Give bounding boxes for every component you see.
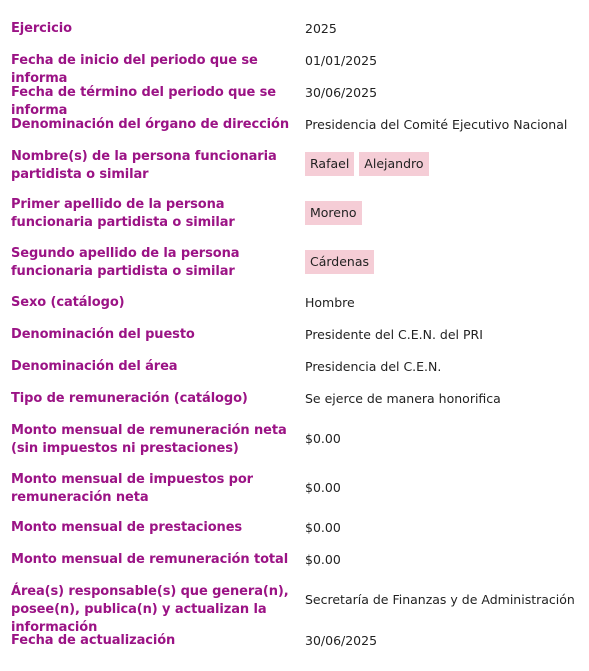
surname-chip: Moreno — [305, 201, 362, 225]
field-value: $0.00 — [305, 552, 341, 567]
field-value: 2025 — [305, 21, 337, 36]
field-label: Monto mensual de prestaciones — [11, 520, 243, 535]
field-label: Primer apellido de la persona funcionaria partidista o similar — [11, 197, 235, 230]
field-label: Denominación del puesto — [11, 327, 195, 342]
surname-chip: Cárdenas — [305, 250, 374, 274]
field-value: Secretaría de Finanzas y de Administración — [305, 592, 575, 607]
field-label: Sexo (catálogo) — [11, 295, 125, 310]
field-label: Monto mensual de remuneración total — [11, 552, 289, 567]
name-chip: Alejandro — [359, 152, 428, 176]
field-label: Nombre(s) de la persona funcionaria partidista o similar — [11, 149, 277, 182]
field-value: $0.00 — [305, 431, 341, 446]
field-label: Segundo apellido de la persona funcionaria partidista o similar — [11, 246, 240, 279]
field-value: 30/06/2025 — [305, 85, 378, 100]
field-label: Ejercicio — [11, 21, 72, 36]
field-value: $0.00 — [305, 480, 341, 495]
field-label: Fecha de término del periodo que se informa — [11, 85, 276, 118]
field-value: Presidente del C.E.N. del PRI — [305, 327, 483, 342]
field-value: 30/06/2025 — [305, 633, 378, 648]
field-label: Tipo de remuneración (catálogo) — [11, 391, 248, 406]
field-label: Denominación del órgano de dirección — [11, 117, 290, 132]
field-label: Monto mensual de impuestos por remuneración neta — [11, 472, 253, 505]
field-label: Denominación del área — [11, 359, 178, 374]
field-value: $0.00 — [305, 520, 341, 535]
field-value: Presidencia del Comité Ejecutivo Nacional — [305, 117, 568, 132]
surname-chips — [305, 250, 374, 274]
field-value: Presidencia del C.E.N. — [305, 359, 442, 374]
name-chips — [305, 152, 429, 176]
name-chip: Rafael — [305, 152, 354, 176]
field-label: Área(s) responsable(s) que genera(n), posee(n), publica(n) y actualizan la información — [11, 584, 289, 635]
field-value: Se ejerce de manera honorifica — [305, 391, 501, 406]
surname-chips — [305, 201, 362, 225]
field-label: Fecha de actualización — [11, 633, 176, 648]
field-value: 01/01/2025 — [305, 53, 378, 68]
field-value: Hombre — [305, 295, 355, 310]
field-label: Fecha de inicio del periodo que se informa — [11, 53, 258, 86]
field-label: Monto mensual de remuneración neta (sin impuestos ni prestaciones) — [11, 423, 287, 456]
